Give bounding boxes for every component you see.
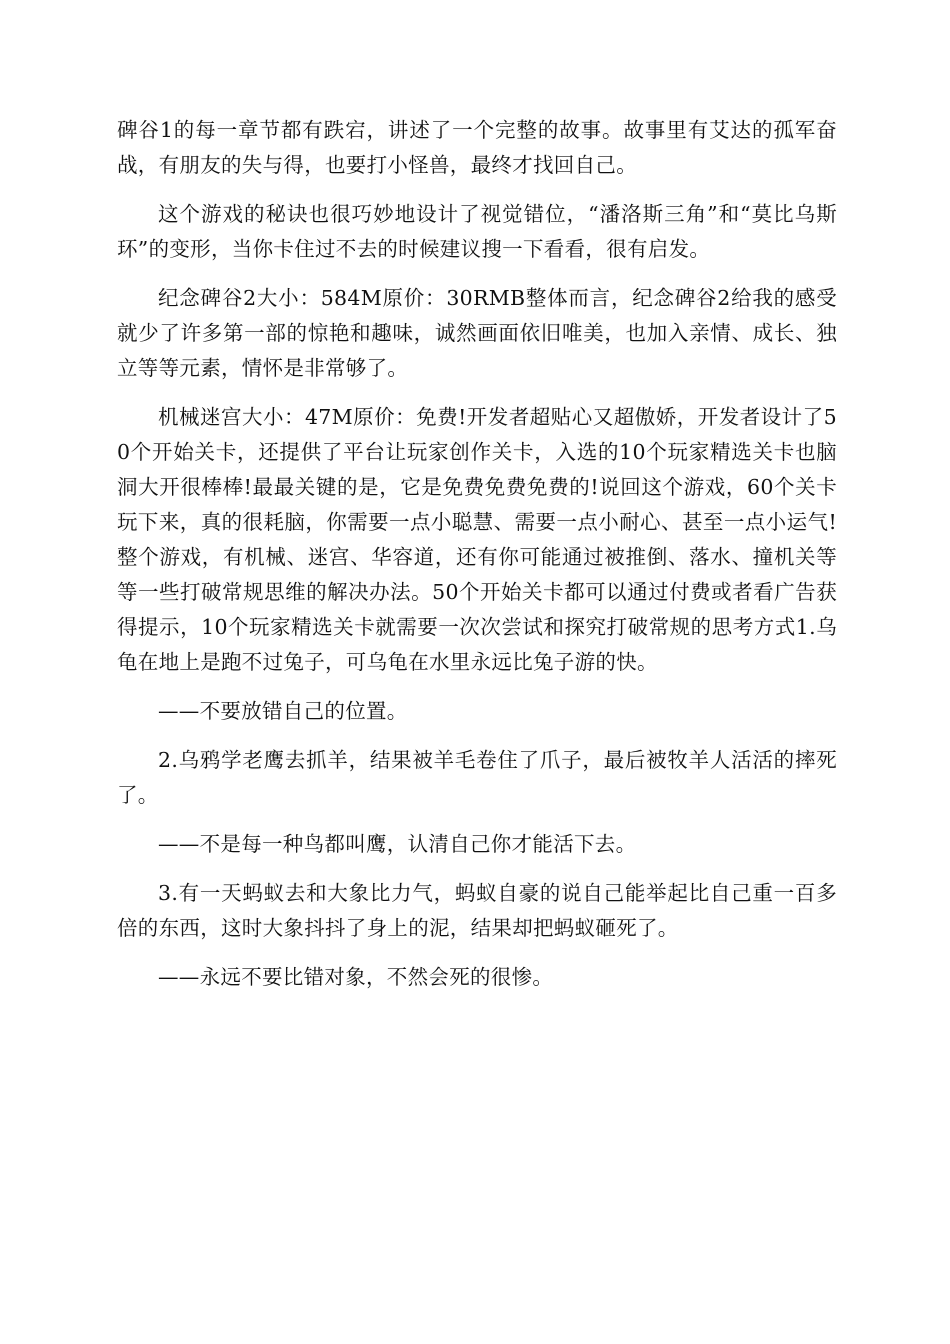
paragraph-5: ——不要放错自己的位置。: [158, 699, 408, 723]
paragraph-7: ——不是每一种鸟都叫鹰，认清自己你才能活下去。: [158, 832, 637, 856]
document-body: [117, 113, 837, 1009]
paragraph-6: 2.乌鸦学老鹰去抓羊，结果被羊毛卷住了爪子，最后被牧羊人活活的摔死了。: [117, 748, 837, 807]
paragraph-9: ——永远不要比错对象，不然会死的很惨。: [158, 965, 554, 989]
paragraph-4: 机械迷宫大小：47M原价：免费!开发者超贴心又超傲娇，开发者设计了50个开始关卡，还提供了平台让玩家创作关卡，入选的10个玩家精选关卡也脑洞大开很棒棒!最最关键的是，它是免费免费免费的!说回这个游戏，60个关卡玩下来，真的很耗脑，你需要一点小聪慧、需要一点小耐心、甚至一点小运气!整个游戏，有机械、迷宫、华容道，还有你可能通过被推倒、落水、撞机关等等一些打破常规思维的解决办法。50个开始关卡都可以通过付费或者看广告获得提示，10个玩家精选关卡就需要一次次尝试和探究打破常规的思考方式1.乌龟在地上是跑不过兔子，可乌龟在水里永远比兔子游的快。: [117, 405, 837, 674]
paragraph-1: 碑谷1的每一章节都有跌宕，讲述了一个完整的故事。故事里有艾达的孤军奋战，有朋友的失与得，也要打小怪兽，最终才找回自己。: [117, 118, 837, 177]
paragraph-2: 这个游戏的秘诀也很巧妙地设计了视觉错位，“潘洛斯三角”和“莫比乌斯环”的变形，当你卡住过不去的时候建议搜一下看看，很有启发。: [117, 202, 837, 261]
paragraph-3: 纪念碑谷2大小：584M原价：30RMB整体而言，纪念碑谷2给我的感受就少了许多第一部的惊艳和趣味，诚然画面依旧唯美，也加入亲情、成长、独立等等元素，情怀是非常够了。: [117, 286, 837, 380]
paragraph-8: 3.有一天蚂蚁去和大象比力气，蚂蚁自豪的说自己能举起比自己重一百多倍的东西，这时大象抖抖了身上的泥，结果却把蚂蚁砸死了。: [117, 881, 837, 940]
